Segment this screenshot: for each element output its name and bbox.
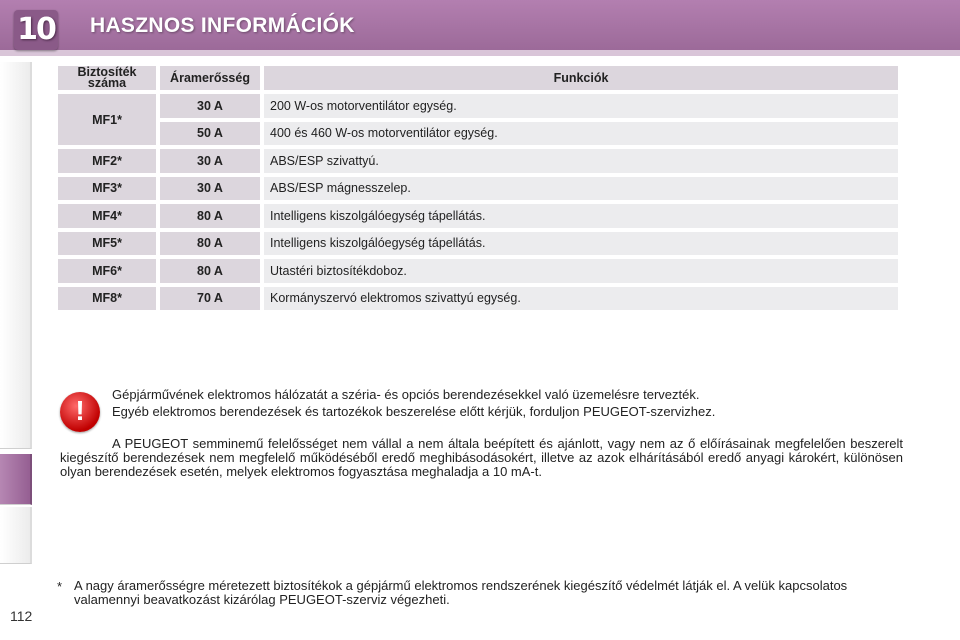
table-row bbox=[58, 204, 898, 228]
chapter-tab[interactable] bbox=[0, 227, 32, 284]
fuse-id: MF5* bbox=[58, 232, 156, 256]
exclamation-icon: ! bbox=[60, 392, 100, 432]
amperage-value: 30 A bbox=[160, 149, 260, 173]
header-functions: Funkciók bbox=[264, 66, 898, 90]
table-row bbox=[58, 287, 898, 311]
header-fuse-number: Biztosíték száma bbox=[58, 66, 156, 90]
header-band bbox=[0, 50, 960, 56]
warning-line-2: Egyéb elektromos berendezések és tartozékok beszerelése előtt kérjük, forduljon PEUGEOT-szervizhez. bbox=[112, 404, 716, 419]
warning-paragraph: A PEUGEOT semminemű felelősséget nem vállal a nem általa beépített és ajánlott, vagy nem az ő előírásainak megfelelően beszerelt kiegészítő berendezések nem megfelelő működéséből eredő meghibásodásokért, illetve az azok elhárításából eredő anyagi károkért, különösen olyan berendezések esetén, melyek elektromos fogyasztása meghaladja a 10 mA-t. bbox=[60, 436, 903, 479]
chapter-tabs bbox=[0, 62, 30, 562]
fuse-id: MF4* bbox=[58, 204, 156, 228]
footnote-text: A nagy áramerősségre méretezett biztosítékok a gépjármű elektromos rendszerének kiegészítő védelmét látják el. A velük kapcsolatos valamennyi beavatkozást kizárólag PEUGEOT-szerviz végezheti. bbox=[74, 578, 848, 607]
function-text: 200 W-os motorventilátor egység. bbox=[264, 94, 898, 118]
chapter-tab[interactable] bbox=[0, 507, 32, 564]
function-text: Utastéri biztosítékdoboz. bbox=[264, 259, 898, 283]
table-row bbox=[58, 94, 898, 118]
chapter-tab[interactable] bbox=[0, 392, 32, 449]
chapter-number: 10 bbox=[17, 12, 55, 47]
fuse-id: MF8* bbox=[58, 287, 156, 311]
chapter-tab[interactable] bbox=[0, 62, 32, 119]
table-row bbox=[58, 177, 898, 201]
chapter-badge bbox=[14, 10, 58, 50]
amperage-value: 80 A bbox=[160, 259, 260, 283]
amperage-value: 30 A bbox=[160, 177, 260, 201]
table-row bbox=[58, 259, 898, 283]
header-amperage: Áramerősség bbox=[160, 66, 260, 90]
chapter-tab[interactable] bbox=[0, 117, 32, 174]
chapter-tab[interactable] bbox=[0, 337, 32, 394]
function-text: 400 és 460 W-os motorventilátor egység. bbox=[264, 122, 898, 146]
amperage-value: 30 A bbox=[160, 94, 260, 118]
footnote-marker: * bbox=[57, 579, 63, 594]
fuse-table bbox=[54, 62, 902, 314]
function-text: ABS/ESP szivattyú. bbox=[264, 149, 898, 173]
function-text: Intelligens kiszolgálóegység tápellátás. bbox=[264, 204, 898, 228]
page-title: HASZNOS INFORMÁCIÓK bbox=[90, 14, 355, 37]
amperage-value: 50 A bbox=[160, 122, 260, 146]
fuse-id: MF6* bbox=[58, 259, 156, 283]
fuse-id: MF1* bbox=[58, 94, 156, 145]
table-row bbox=[58, 232, 898, 256]
function-text: Intelligens kiszolgálóegység tápellátás. bbox=[264, 232, 898, 256]
table-row bbox=[58, 149, 898, 173]
amperage-value: 70 A bbox=[160, 287, 260, 311]
function-text: Kormányszervó elektromos szivattyú egység. bbox=[264, 287, 898, 311]
amperage-value: 80 A bbox=[160, 232, 260, 256]
table-row bbox=[58, 122, 898, 146]
chapter-tab[interactable] bbox=[0, 172, 32, 229]
warning-line-1: Gépjárművének elektromos hálózatát a széria- és opciós berendezésekkel való üzemelésre tervezték. bbox=[112, 387, 700, 402]
chapter-tab-active[interactable] bbox=[0, 454, 32, 505]
chapter-tab[interactable] bbox=[0, 282, 32, 339]
fuse-id: MF3* bbox=[58, 177, 156, 201]
fuse-id: MF2* bbox=[58, 149, 156, 173]
page-number: 112 bbox=[10, 608, 33, 624]
function-text: ABS/ESP mágnesszelep. bbox=[264, 177, 898, 201]
amperage-value: 80 A bbox=[160, 204, 260, 228]
